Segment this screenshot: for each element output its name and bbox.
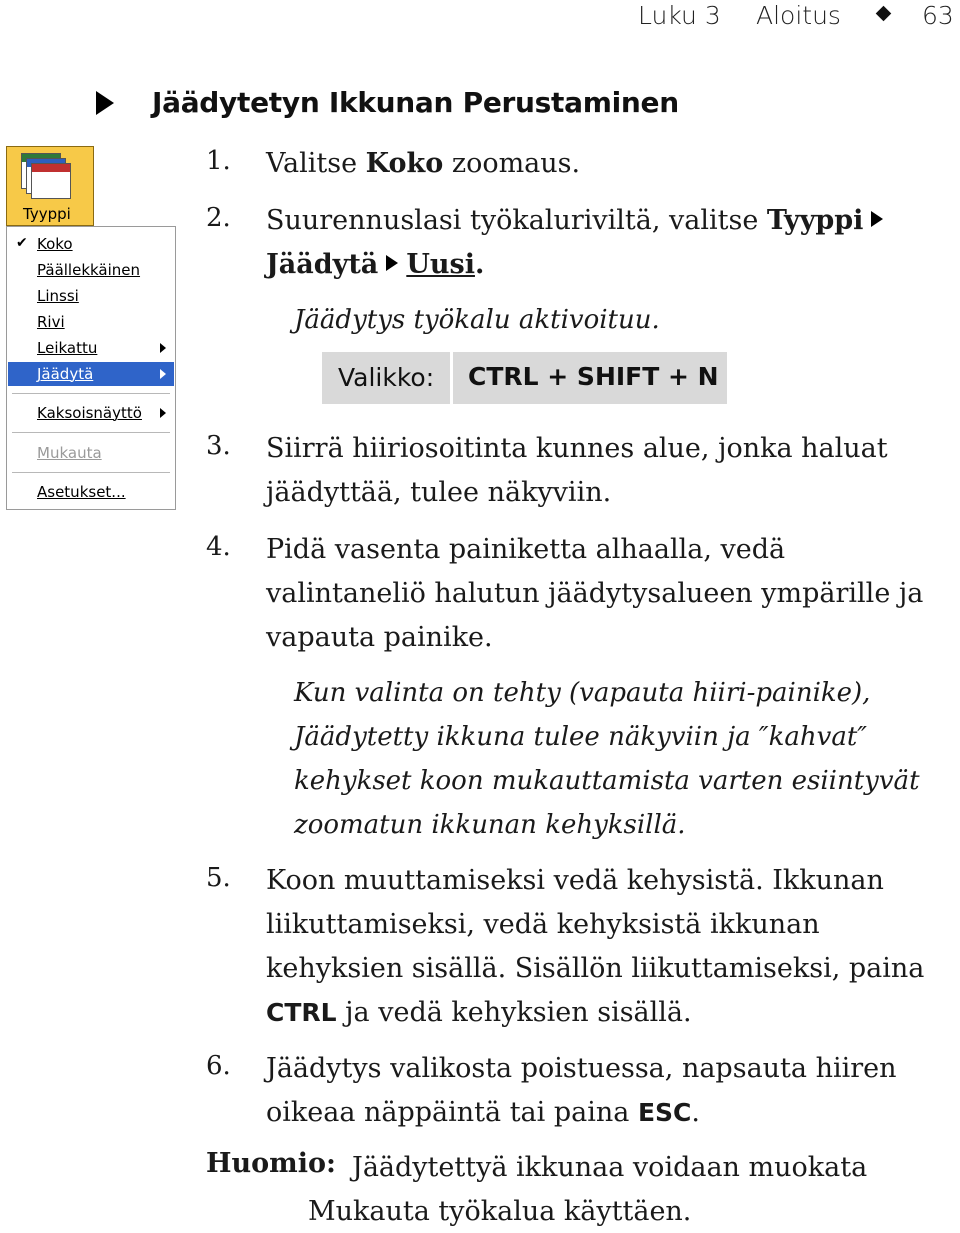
menu-item-koko[interactable]: ✔ Koko — [16, 235, 73, 253]
step-number: 2. — [206, 203, 231, 233]
step-4-note: Kun valinta on tehty (vapauta hiiri-painike), Jäädytetty ikkuna tulee näkyviin ja ″kahvat″ kehykset koon mukauttamista varten esiintyvät zoomatun ikkunan kehyksillä. — [294, 678, 920, 840]
step-6-text: Jäädytys valikosta poistuessa, napsauta hiiren oikeaa näppäintä tai paina ESC. — [266, 1053, 897, 1128]
menu-path-arrow-icon — [386, 255, 398, 271]
submenu-arrow-icon — [160, 408, 166, 418]
step-1-text: Valitse Koko zoomaus. — [266, 148, 581, 179]
menu-path-arrow-icon — [871, 211, 883, 227]
step-4-text: Pidä vasenta painiketta alhaalla, vedä valintaneliö halutun jäädytysalueen ympärille ja vapauta painike. — [266, 534, 924, 653]
menu-item-rivi[interactable]: Rivi — [37, 313, 65, 331]
shortcut-box — [322, 352, 727, 404]
section-heading-text: Jäädytetyn Ikkunan Perustaminen — [152, 86, 679, 119]
menu-item-kaksoisnaytto[interactable]: Kaksoisnäyttö — [8, 401, 174, 425]
menu-separator — [12, 472, 170, 473]
submenu-arrow-icon — [160, 343, 166, 353]
note-text: Jäädytettyä ikkunaa voidaan muokata Mukauta työkalua käyttäen. — [308, 1152, 868, 1227]
checkmark-icon: ✔ — [16, 235, 28, 251]
step-number: 5. — [206, 863, 231, 893]
step-number: 1. — [206, 146, 231, 176]
triangle-bullet-icon — [96, 91, 114, 115]
zoom-type-menu-screenshot — [6, 146, 176, 510]
type-toolbar-label: Tyyppi — [23, 205, 71, 223]
menu-item-leikattu[interactable]: Leikattu — [8, 336, 174, 360]
menu-item-linssi[interactable]: Linssi — [37, 287, 79, 305]
diamond-bullet-icon — [876, 6, 892, 22]
section-heading — [96, 86, 679, 119]
type-toolbar-button[interactable] — [6, 146, 94, 226]
step-number: 3. — [206, 431, 231, 461]
step-2-text: Suurennuslasi työkaluriviltä, valitse Tyyppi Jäädytä Uusi. — [266, 199, 946, 287]
menu-separator — [12, 393, 170, 394]
ctrl-key: CTRL — [266, 998, 337, 1027]
section-label: Aloitus — [756, 1, 841, 30]
shortcut-divider — [450, 352, 453, 404]
note-label: Huomio: — [206, 1148, 336, 1179]
chapter-label: Luku 3 — [638, 1, 721, 30]
menu-item-paallekkainen[interactable]: Päällekkäinen — [37, 261, 141, 279]
step-number: 6. — [206, 1051, 231, 1081]
step-2-note: Jäädytys työkalu aktivoituu. — [294, 305, 660, 335]
esc-key: ESC — [637, 1098, 692, 1127]
menu-separator — [12, 432, 170, 433]
shortcut-label: Valikko: — [338, 363, 435, 392]
menu-item-mukauta: Mukauta — [37, 444, 102, 462]
submenu-arrow-icon — [160, 369, 166, 379]
window-icon — [31, 163, 71, 199]
step-5-text: Koon muuttamiseksi vedä kehysistä. Ikkunan liikuttamiseksi, vedä kehyksistä ikkunan kehyksien sisällä. Sisällön liikuttamiseksi, paina CTRL ja vedä kehyksien sisällä. — [266, 865, 925, 1028]
step-number: 4. — [206, 532, 231, 562]
shortcut-keys: CTRL + SHIFT + N — [468, 362, 719, 391]
menu-item-asetukset[interactable]: Asetukset... — [37, 483, 126, 501]
page-number: 63 — [922, 1, 954, 30]
menu-item-jaadyta[interactable]: Jäädytä — [8, 362, 174, 386]
type-dropdown-menu — [6, 226, 176, 510]
step-3-text: Siirrä hiiriosoitinta kunnes alue, jonka haluat jäädyttää, tulee näkyviin. — [266, 433, 888, 508]
